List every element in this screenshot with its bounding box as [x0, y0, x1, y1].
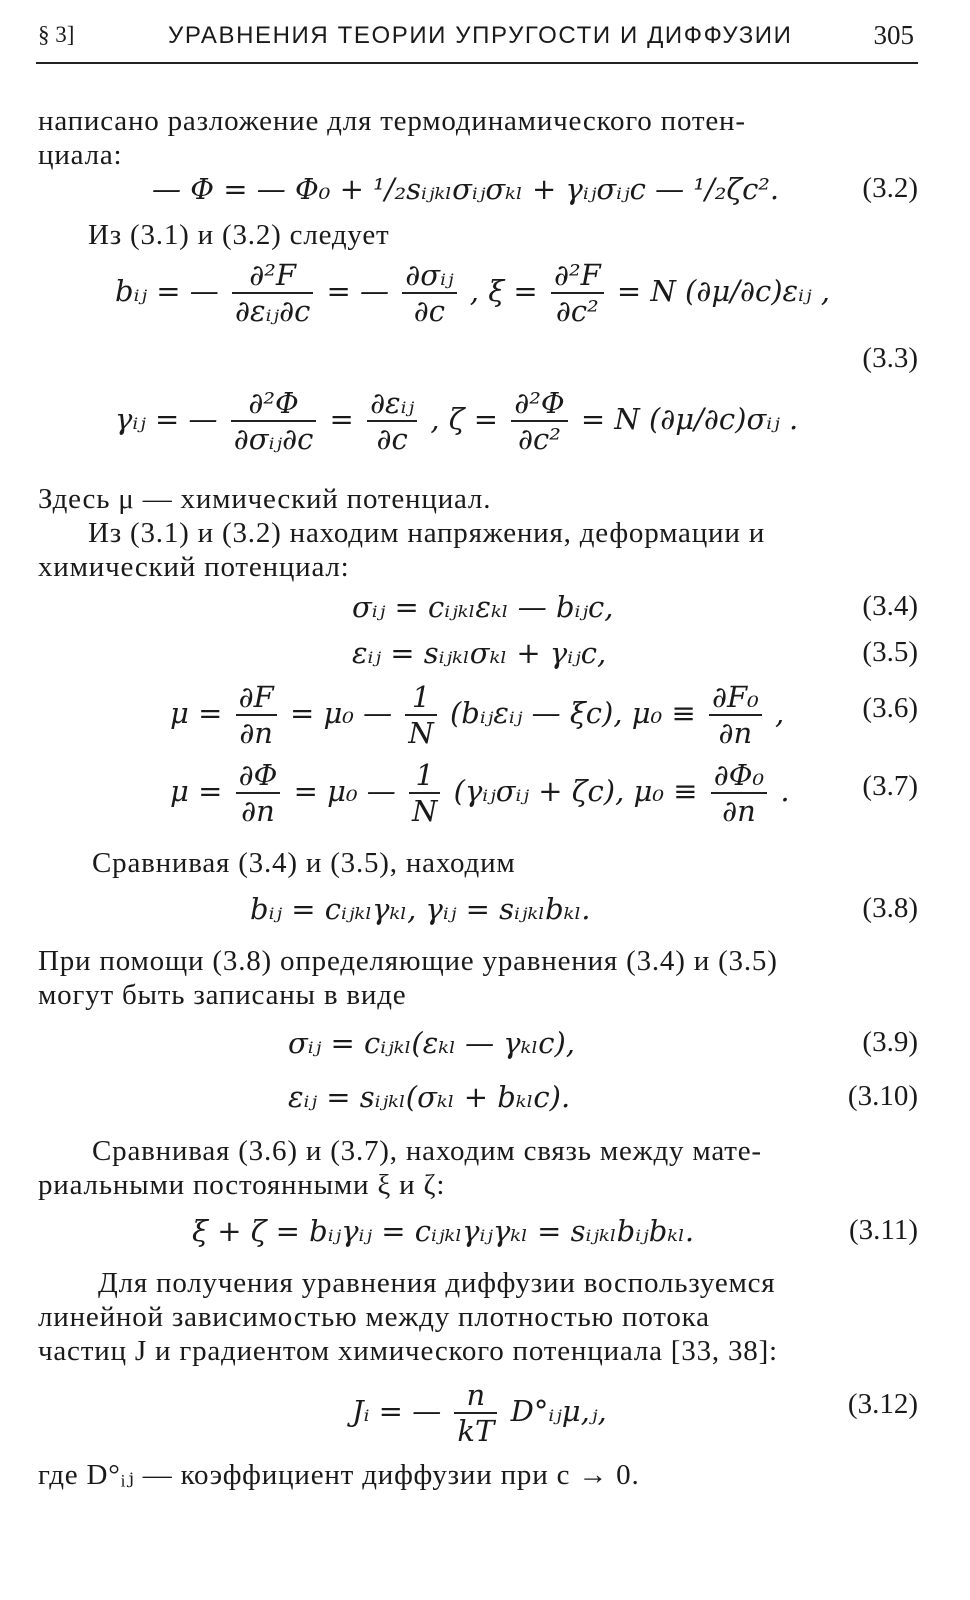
fraction-denominator: ∂n [241, 794, 275, 828]
fraction [231, 386, 317, 456]
equation-number: (3.2) [862, 172, 918, 204]
paragraph-line: циала: [38, 139, 123, 171]
fraction-denominator: kT [457, 1414, 495, 1448]
eq-text: , [774, 696, 785, 730]
eq-text: = μ₀ — [289, 696, 393, 730]
equation-number: (3.10) [847, 1080, 918, 1112]
fraction-denominator: ∂c² [555, 294, 599, 328]
eq-text: = N (∂μ/∂c)σᵢⱼ . [580, 402, 799, 436]
section-marker: § 3] [38, 22, 75, 47]
equation-number: (3.7) [862, 770, 918, 802]
fraction-denominator: ∂n [718, 716, 753, 750]
fraction-denominator: ∂c [376, 422, 408, 456]
paragraph-line: риальными постоянными ξ и ζ: [38, 1169, 446, 1201]
fraction-numerator: ∂εᵢⱼ [367, 386, 417, 422]
fraction-denominator: ∂c [413, 294, 446, 328]
fraction-numerator: ∂²Φ [511, 386, 567, 422]
equation-number: (3.11) [849, 1214, 918, 1246]
equation-3-4: σᵢⱼ = cᵢⱼₖₗεₖₗ — bᵢⱼc, [352, 590, 614, 624]
page-number: 305 [873, 20, 914, 50]
fraction-denominator: ∂n [722, 794, 756, 828]
paragraph-line: Из (3.1) и (3.2) следует [88, 219, 390, 251]
fraction-denominator: N [408, 716, 434, 750]
fraction [236, 758, 281, 828]
fraction [711, 758, 767, 828]
equation-3-12 [352, 1378, 607, 1448]
fraction-numerator: ∂Φ₀ [711, 758, 767, 794]
eq-text: Jᵢ = — [352, 1394, 442, 1428]
paragraph-line: Здесь μ — химический потенциал. [38, 483, 492, 515]
eq-text: , ζ = [430, 402, 499, 436]
equation-3-5: εᵢⱼ = sᵢⱼₖₗσₖₗ + γᵢⱼc, [352, 636, 607, 670]
fraction [232, 258, 313, 328]
equation-3-6 [170, 680, 784, 750]
header-rule [36, 62, 918, 64]
eq-text: . [780, 774, 790, 808]
equation-number: (3.3) [862, 342, 918, 374]
equation-number: (3.6) [862, 692, 918, 724]
fraction [236, 680, 277, 750]
eq-text: μ = [170, 774, 223, 808]
eq-text: = N (∂μ/∂c)εᵢⱼ , [616, 274, 831, 308]
eq-text: (γᵢⱼσᵢⱼ + ζc), μ₀ ≡ [453, 774, 698, 808]
fraction [454, 1378, 497, 1448]
fraction [405, 680, 436, 750]
fraction [367, 386, 417, 456]
eq-text: = — [326, 274, 390, 308]
fraction-denominator: ∂εᵢⱼ∂c [235, 294, 311, 328]
fraction-numerator: ∂Φ [236, 758, 281, 794]
paragraph-line: Из (3.1) и (3.2) находим напряжения, деформации и [88, 517, 766, 549]
equation-3-7 [170, 758, 790, 828]
paragraph-line: могут быть записаны в виде [38, 979, 407, 1011]
paragraph-line: линейной зависимостью между плотностью потока [38, 1301, 710, 1333]
equation-number: (3.9) [862, 1026, 918, 1058]
fraction [402, 258, 456, 328]
eq-text: D°ᵢⱼμ,ⱼ, [510, 1394, 607, 1428]
paragraph-line: химический потенциал: [38, 551, 350, 583]
eq-text: bᵢⱼ = — [115, 274, 219, 308]
eq-text: γᵢⱼ = — [115, 402, 218, 436]
fraction [511, 386, 567, 456]
fraction-denominator: ∂c² [518, 422, 561, 456]
eq-text: μ = [170, 696, 223, 730]
paragraph-line: При помощи (3.8) определяющие уравнения (3.4) и (3.5) [38, 945, 778, 977]
fraction-denominator: ∂n [239, 716, 273, 750]
paragraph-line: где D°ᵢⱼ — коэффициент диффузии при c → 0. [38, 1459, 640, 1491]
eq-text: (bᵢⱼεᵢⱼ — ξc), μ₀ ≡ [449, 696, 696, 730]
fraction-numerator: ∂²Φ [231, 386, 317, 422]
fraction-denominator: N [412, 794, 438, 828]
equation-number: (3.5) [862, 636, 918, 668]
paragraph-line: Сравнивая (3.6) и (3.7), находим связь между мате- [92, 1135, 762, 1167]
fraction-numerator: ∂F₀ [709, 680, 762, 716]
running-header [38, 20, 918, 60]
equation-3-2: — Φ = — Φ₀ + ¹/₂sᵢⱼₖₗσᵢⱼσₖₗ + γᵢⱼσᵢⱼc — ¹/₂ζc². [152, 172, 780, 206]
paragraph-line: написано разложение для термодинамического потен- [38, 105, 746, 137]
equation-number: (3.12) [847, 1388, 918, 1420]
fraction-numerator: 1 [405, 680, 436, 716]
eq-text: = μ₀ — [293, 774, 396, 808]
fraction-numerator: n [454, 1378, 497, 1414]
fraction [551, 258, 604, 328]
equation-3-11: ξ + ζ = bᵢⱼγᵢⱼ = cᵢⱼₖₗγᵢⱼγₖₗ = sᵢⱼₖₗbᵢⱼbₖₗ. [192, 1214, 695, 1248]
equation-3-8: bᵢⱼ = cᵢⱼₖₗγₖₗ, γᵢⱼ = sᵢⱼₖₗbₖₗ. [250, 892, 591, 926]
eq-text: = [329, 402, 354, 436]
fraction-numerator: ∂²F [232, 258, 313, 294]
fraction-numerator: 1 [409, 758, 440, 794]
paragraph-line: Сравнивая (3.4) и (3.5), находим [92, 847, 516, 879]
chapter-title: УРАВНЕНИЯ ТЕОРИИ УПРУГОСТИ И ДИФФУЗИИ [168, 22, 793, 49]
fraction-numerator: ∂²F [551, 258, 604, 294]
fraction [409, 758, 440, 828]
equation-number: (3.8) [862, 892, 918, 924]
fraction-numerator: ∂σᵢⱼ [402, 258, 456, 294]
equation-3-10: εᵢⱼ = sᵢⱼₖₗ(σₖₗ + bₖₗc). [288, 1080, 571, 1114]
equation-3-3-row1 [115, 258, 830, 328]
fraction-denominator: ∂σᵢⱼ∂c [233, 422, 314, 456]
fraction-numerator: ∂F [236, 680, 277, 716]
paragraph-line: частиц J и градиентом химического потенциала [33, 38]: [38, 1335, 778, 1367]
paragraph-line: Для получения уравнения диффузии воспользуемся [98, 1267, 776, 1299]
equation-3-3-row2 [115, 386, 798, 456]
equation-3-9: σᵢⱼ = cᵢⱼₖₗ(εₖₗ — γₖₗc), [288, 1026, 576, 1060]
equation-number: (3.4) [862, 590, 918, 622]
eq-text: , ξ = [469, 274, 538, 308]
fraction [709, 680, 762, 750]
